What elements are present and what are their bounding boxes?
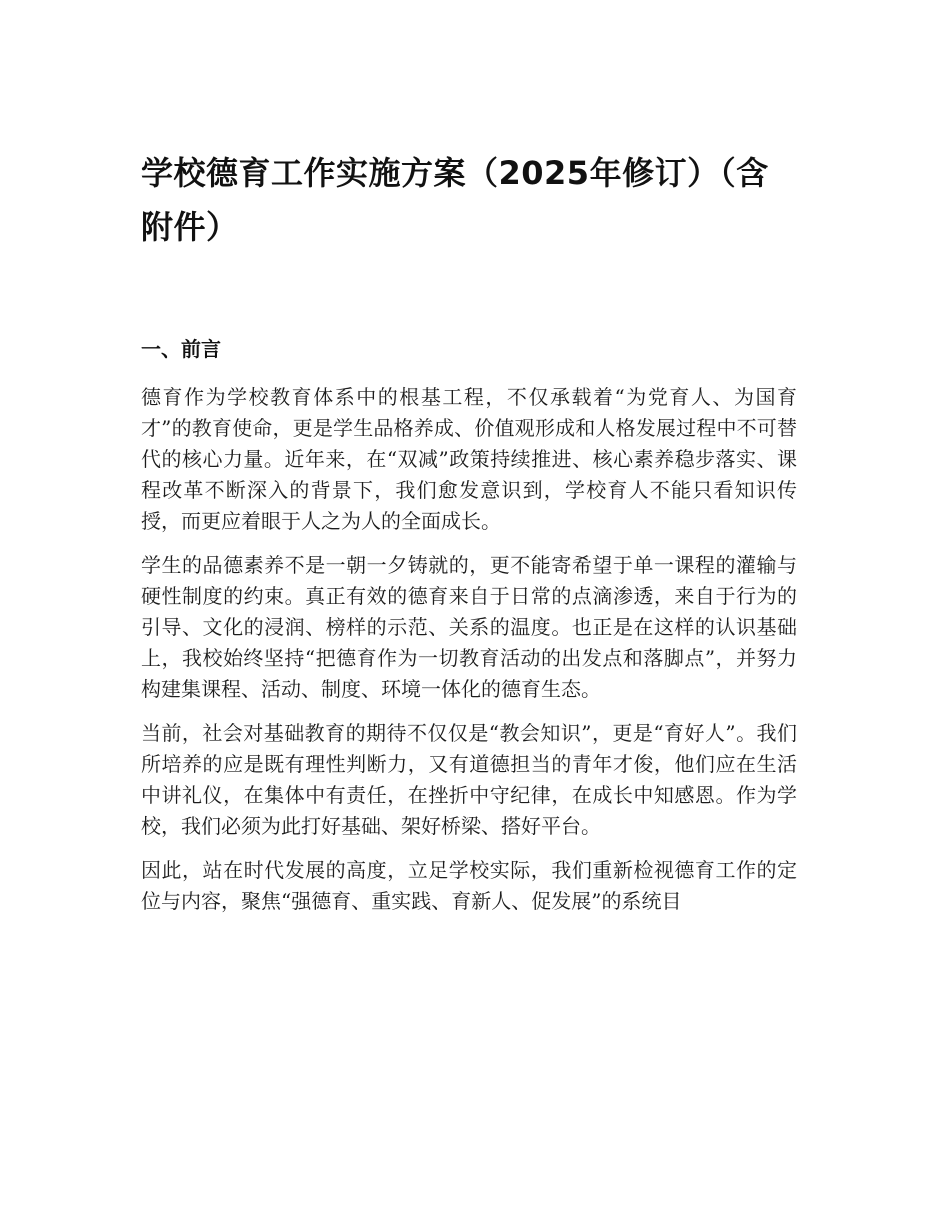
paragraph: 当前，社会对基础教育的期待不仅仅是“教会知识”，更是“育好人”。我们所培养的应是既有理性判断力，又有道德担当的青年才俊，他们应在生活中讲礼仪，在集体中有责任，在挫折中守纪律，在成长中知感恩。作为学校，我们必须为此打好基础、架好桥梁、搭好平台。: [141, 721, 797, 838]
paragraph: 学生的品德素养不是一朝一夕铸就的，更不能寄希望于单一课程的灌输与硬性制度的约束。真正有效的德育来自于日常的点滴渗透，来自于行为的引导、文化的浸润、榜样的示范、关系的温度。也正是在这样的认识基础上，我校始终坚持“把德育作为一切教育活动的出发点和落脚点”，并努力构建集课程、活动、制度、环境一体化的德育生态。: [141, 553, 797, 701]
section-heading: 一、前言: [141, 337, 221, 361]
paragraph: 德育作为学校教育体系中的根基工程，不仅承载着“为党育人、为国育才”的教育使命，更是学生品格养成、价值观形成和人格发展过程中不可替代的核心力量。近年来，在“双减”政策持续推进、核心素养稳步落实、课程改革不断深入的背景下，我们愈发意识到，学校育人不能只看知识传授，而更应着眼于人之为人的全面成长。: [141, 385, 797, 533]
document-body: [141, 382, 797, 930]
document-title: 学校德育工作实施方案（2025年修订）（含附件）: [141, 154, 769, 246]
paragraph: 因此，站在时代发展的高度，立足学校实际，我们重新检视德育工作的定位与内容，聚焦“强德育、重实践、育新人、促发展”的系统目: [141, 858, 797, 913]
